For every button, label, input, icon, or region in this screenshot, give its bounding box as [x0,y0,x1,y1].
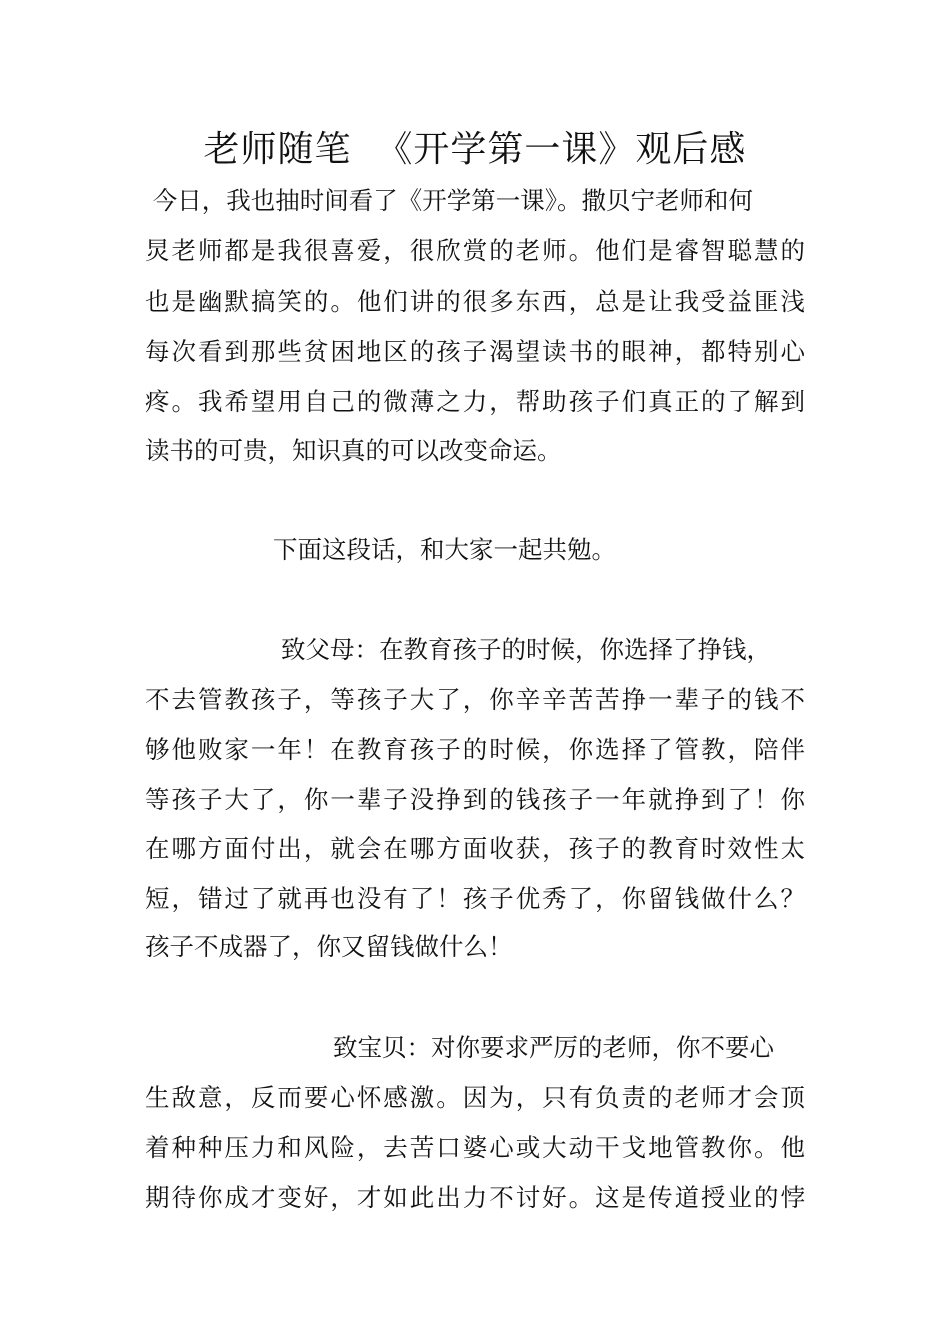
paragraph-1-line-6: 读书的可贵，知识真的可以改变命运。 [145,436,562,465]
paragraph-3-line-7: 孩子不成器了，你又留钱做什么！ [145,932,513,961]
paragraph-3-line-2: 不去管教孩子，等孩子大了，你辛辛苦苦挣一辈子的钱不 [145,685,805,714]
paragraph-1-line-4: 每次看到那些贫困地区的孩子渴望读书的眼神，都特别心 [145,337,805,366]
paragraph-3-line-5: 在哪方面付出，就会在哪方面收获，孩子的教育时效性太 [145,834,805,863]
document-title: 老师随笔 《开学第一课》观后感 [203,129,747,170]
paragraph-4-line-1: 致宝贝：对你要求严厉的老师，你不要心 [333,1033,774,1062]
paragraph-3-line-6: 短，错过了就再也没有了！孩子优秀了，你留钱做什么？ [145,884,805,913]
paragraph-3-line-4: 等孩子大了，你一辈子没挣到的钱孩子一年就挣到了！你 [145,785,805,814]
paragraph-1-line-5: 疼。我希望用自己的微薄之力，帮助孩子们真正的了解到 [145,387,805,416]
paragraph-1-line-1: 今日，我也抽时间看了《开学第一课》。撒贝宁老师和何 [145,186,754,215]
paragraph-2-line-1: 下面这段话，和大家一起共勉。 [273,535,616,564]
paragraph-4-line-2: 生敌意，反而要心怀感激。因为，只有负责的老师才会顶 [145,1083,805,1112]
paragraph-3-line-3: 够他败家一年！在教育孩子的时候，你选择了管教，陪伴 [145,735,805,764]
paragraph-1-line-2: 炅老师都是我很喜爱，很欣赏的老师。他们是睿智聪慧的 [145,236,805,265]
paragraph-4-line-4: 期待你成才变好，才如此出力不讨好。这是传道授业的悖 [145,1183,805,1212]
paragraph-4-line-3: 着种种压力和风险，去苦口婆心或大动干戈地管教你。他 [145,1133,805,1162]
paragraph-1-line-3: 也是幽默搞笑的。他们讲的很多东西，总是让我受益匪浅 [145,287,805,316]
paragraph-3-line-1: 致父母：在教育孩子的时候，你选择了挣钱， [281,635,771,664]
